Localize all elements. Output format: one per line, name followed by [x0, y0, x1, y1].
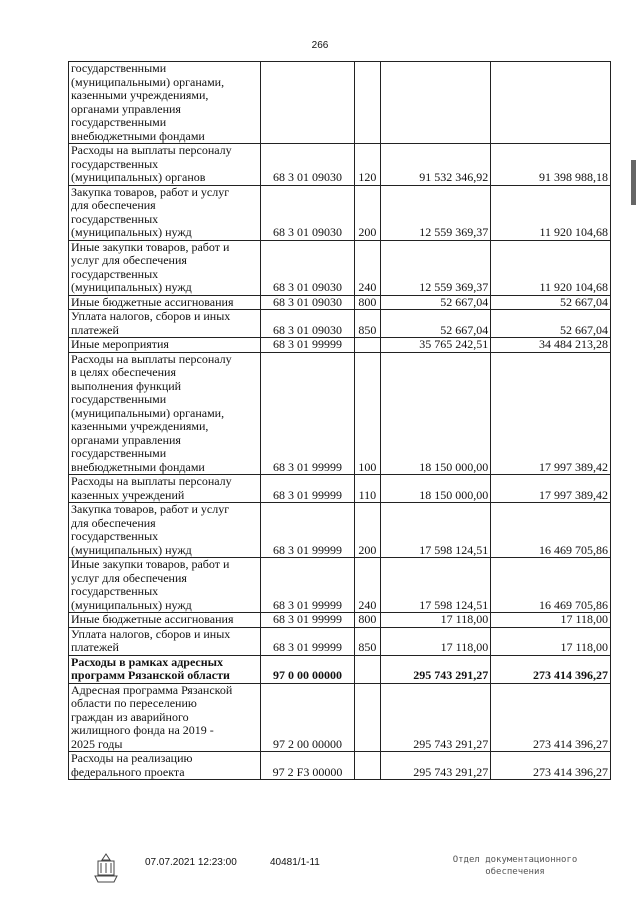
row-name: Иные закупки товаров, работ и услуг для обеспечения государственных (муниципальных) нужд [69, 240, 261, 295]
row-amount-actual: 34 484 213,28 [491, 338, 611, 353]
row-name: Расходы на выплаты персоналу в целях обеспечения выполнения функций государственными (муниципальными) органами, казенными учреждениями, органами управления государственными внебюджетными фондами [69, 352, 261, 475]
row-amount-actual: 17 118,00 [491, 627, 611, 655]
row-amount-planned: 12 559 369,37 [380, 185, 491, 240]
row-name: Расходы на выплаты персоналу государственных (муниципальных) органов [69, 144, 261, 186]
row-amount-actual: 17 997 389,42 [491, 352, 611, 475]
row-name: Расходы на выплаты персоналу казенных учреждений [69, 475, 261, 503]
row-target-code: 68 3 01 99999 [260, 558, 354, 613]
table-row [69, 683, 611, 752]
row-expense-type: 800 [355, 295, 380, 310]
footer [0, 852, 640, 892]
table-row [69, 240, 611, 295]
row-target-code: 68 3 01 99999 [260, 613, 354, 628]
row-target-code: 68 3 01 09030 [260, 185, 354, 240]
row-amount-planned [380, 62, 491, 144]
row-amount-planned: 17 118,00 [380, 627, 491, 655]
row-amount-actual [491, 62, 611, 144]
table-row [69, 558, 611, 613]
row-amount-actual: 273 414 396,27 [491, 655, 611, 683]
row-amount-actual: 16 469 705,86 [491, 558, 611, 613]
row-target-code: 97 2 00 00000 [260, 683, 354, 752]
row-amount-actual: 52 667,04 [491, 295, 611, 310]
row-amount-planned: 52 667,04 [380, 295, 491, 310]
row-target-code: 97 2 F3 00000 [260, 752, 354, 780]
row-name: Адресная программа Рязанской области по переселению граждан из аварийного жилищного фонда на 2019 - 2025 годы [69, 683, 261, 752]
row-expense-type [355, 338, 380, 353]
row-expense-type [355, 62, 380, 144]
row-target-code: 68 3 01 99999 [260, 627, 354, 655]
row-expense-type: 800 [355, 613, 380, 628]
row-amount-actual: 52 667,04 [491, 310, 611, 338]
row-name: Закупка товаров, работ и услуг для обеспечения государственных (муниципальных) нужд [69, 503, 261, 558]
emblem-icon [92, 852, 120, 884]
row-name: Уплата налогов, сборов и иных платежей [69, 627, 261, 655]
row-name: Закупка товаров, работ и услуг для обеспечения государственных (муниципальных) нужд [69, 185, 261, 240]
table-row [69, 627, 611, 655]
table-row [69, 613, 611, 628]
row-name: Иные закупки товаров, работ и услуг для обеспечения государственных (муниципальных) нужд [69, 558, 261, 613]
table-row [69, 352, 611, 475]
row-amount-planned: 12 559 369,37 [380, 240, 491, 295]
row-amount-planned: 295 743 291,27 [380, 752, 491, 780]
row-amount-planned: 52 667,04 [380, 310, 491, 338]
table-row [69, 338, 611, 353]
table-row [69, 62, 611, 144]
row-expense-type: 240 [355, 240, 380, 295]
row-amount-actual: 17 997 389,42 [491, 475, 611, 503]
footer-date: 07.07.2021 12:23:00 [145, 857, 237, 868]
row-target-code: 68 3 01 09030 [260, 240, 354, 295]
row-expense-type: 110 [355, 475, 380, 503]
row-target-code: 68 3 01 99999 [260, 338, 354, 353]
row-name: Расходы в рамках адресных программ Рязанской области [69, 655, 261, 683]
row-name: Иные мероприятия [69, 338, 261, 353]
row-expense-type [355, 752, 380, 780]
table-row [69, 310, 611, 338]
footer-doc-number: 40481/1-11 [270, 857, 320, 868]
table-row [69, 475, 611, 503]
row-target-code: 68 3 01 99999 [260, 475, 354, 503]
row-amount-actual: 11 920 104,68 [491, 185, 611, 240]
row-expense-type: 200 [355, 185, 380, 240]
row-name: Расходы на реализацию федерального проекта [69, 752, 261, 780]
row-amount-planned: 18 150 000,00 [380, 352, 491, 475]
row-amount-planned: 35 765 242,51 [380, 338, 491, 353]
row-amount-actual: 17 118,00 [491, 613, 611, 628]
row-expense-type: 100 [355, 352, 380, 475]
row-target-code: 68 3 01 09030 [260, 295, 354, 310]
row-expense-type: 240 [355, 558, 380, 613]
row-target-code: 68 3 01 99999 [260, 352, 354, 475]
row-amount-planned: 91 532 346,92 [380, 144, 491, 186]
row-expense-type [355, 655, 380, 683]
row-amount-actual: 11 920 104,68 [491, 240, 611, 295]
row-name: Уплата налогов, сборов и иных платежей [69, 310, 261, 338]
row-target-code [260, 62, 354, 144]
row-amount-actual: 16 469 705,86 [491, 503, 611, 558]
row-expense-type: 120 [355, 144, 380, 186]
row-amount-planned: 295 743 291,27 [380, 683, 491, 752]
table-row [69, 185, 611, 240]
row-target-code: 68 3 01 09030 [260, 310, 354, 338]
row-expense-type: 850 [355, 310, 380, 338]
row-amount-actual: 273 414 396,27 [491, 752, 611, 780]
row-name: Иные бюджетные ассигнования [69, 295, 261, 310]
table-row [69, 752, 611, 780]
table-row [69, 655, 611, 683]
row-amount-planned: 295 743 291,27 [380, 655, 491, 683]
row-amount-planned: 18 150 000,00 [380, 475, 491, 503]
row-amount-actual: 273 414 396,27 [491, 683, 611, 752]
row-name: Иные бюджетные ассигнования [69, 613, 261, 628]
row-target-code: 68 3 01 99999 [260, 503, 354, 558]
row-amount-planned: 17 598 124,51 [380, 503, 491, 558]
row-amount-actual: 91 398 988,18 [491, 144, 611, 186]
table-row [69, 295, 611, 310]
row-expense-type [355, 683, 380, 752]
row-amount-planned: 17 118,00 [380, 613, 491, 628]
table-row [69, 144, 611, 186]
table-row [69, 503, 611, 558]
row-target-code: 68 3 01 09030 [260, 144, 354, 186]
page-number: 266 [311, 40, 329, 51]
scan-edge-mark [631, 160, 636, 205]
footer-department-stamp: Отдел документационного обеспечения [452, 855, 578, 877]
row-name: государственными (муниципальными) органами, казенными учреждениями, органами управления государственными внебюджетными фондами [69, 62, 261, 144]
row-amount-planned: 17 598 124,51 [380, 558, 491, 613]
budget-table [68, 61, 611, 780]
row-expense-type: 850 [355, 627, 380, 655]
row-expense-type: 200 [355, 503, 380, 558]
row-target-code: 97 0 00 00000 [260, 655, 354, 683]
